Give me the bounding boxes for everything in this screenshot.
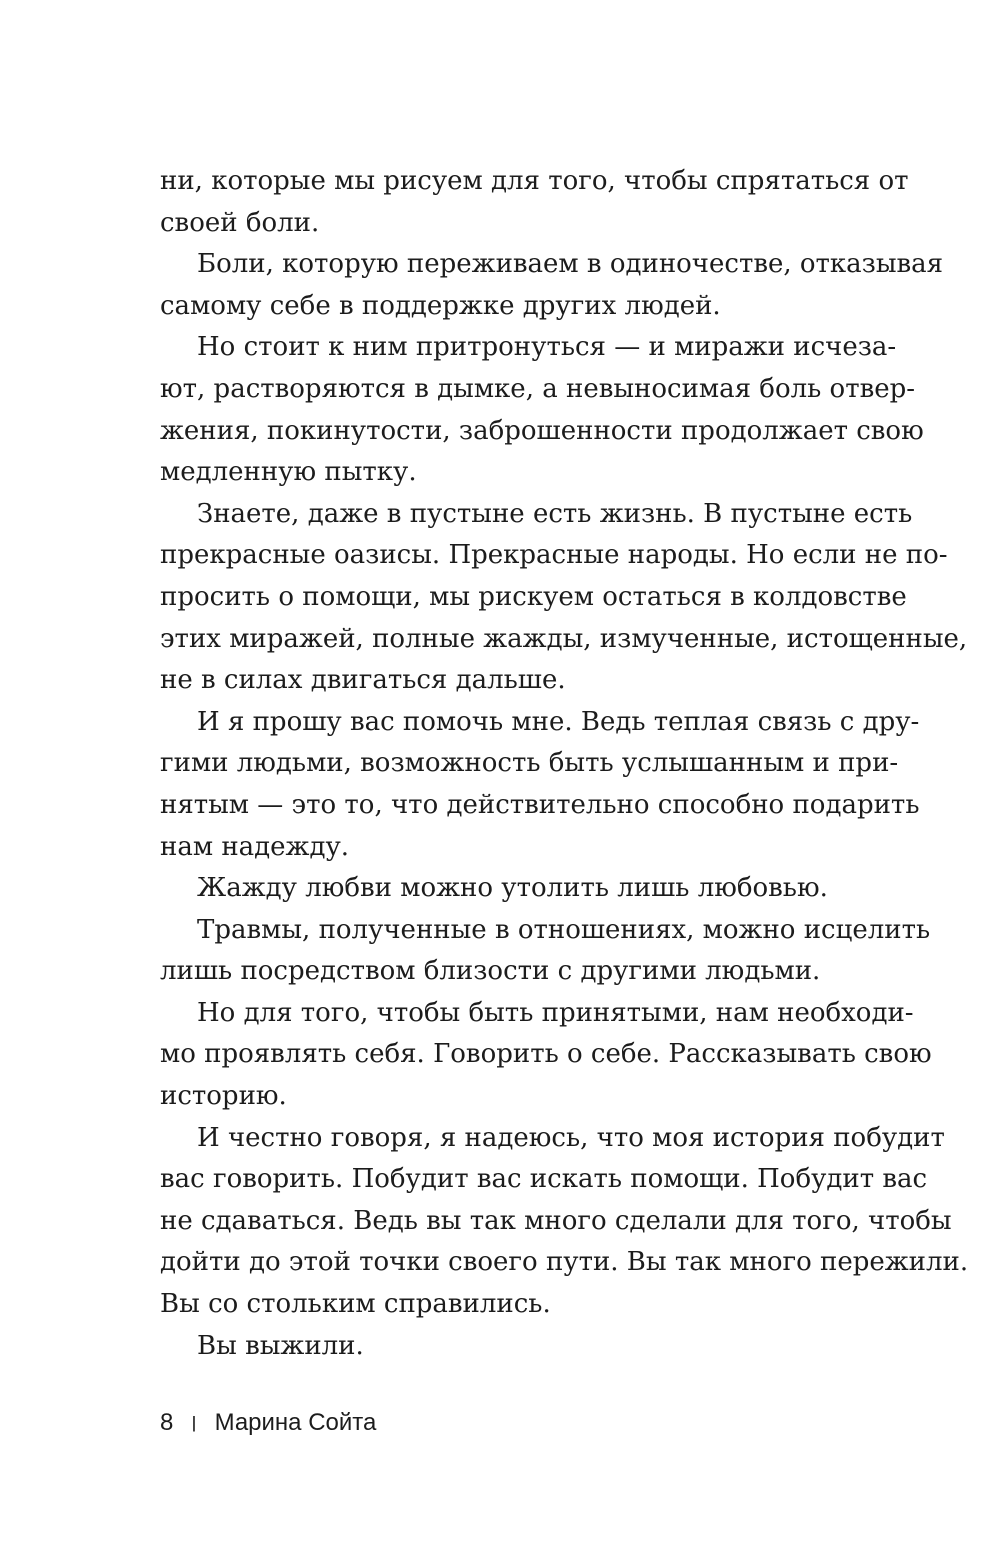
text-line: гими людьми, возможность быть услышанным и при- bbox=[160, 748, 899, 779]
text-line: ют, растворяются в дымке, а невыносимая боль отвер- bbox=[160, 373, 916, 404]
paragraph bbox=[160, 993, 932, 1118]
text-line: Жажду любви можно утолить лишь любовью. bbox=[197, 873, 828, 904]
paragraph bbox=[160, 494, 968, 702]
paragraph bbox=[160, 868, 874, 910]
running-footer bbox=[160, 1408, 376, 1438]
author-name: Марина Сойта bbox=[214, 1409, 377, 1436]
footer-separator: | bbox=[191, 1413, 197, 1432]
text-line: вас говорить. Побудит вас искать помощи. Побудит вас bbox=[160, 1164, 928, 1195]
text-line: ни, которые мы рисуем для того, чтобы спрятаться от bbox=[160, 166, 909, 196]
text-line: историю. bbox=[160, 1081, 287, 1112]
text-line: мо проявлять себя. Говорить о себе. Рассказывать свою bbox=[160, 1039, 932, 1070]
text-line: своей боли. bbox=[160, 207, 320, 238]
text-line: прекрасные оазисы. Прекрасные народы. Но если не по- bbox=[160, 540, 948, 571]
body-text bbox=[160, 161, 969, 1367]
page-number: 8 bbox=[160, 1409, 174, 1436]
text-line: лишь посредством близости с другими людьми. bbox=[160, 956, 821, 987]
paragraph bbox=[160, 702, 920, 868]
text-line: медленную пытку. bbox=[160, 457, 417, 488]
text-line: Вы со стольким справились. bbox=[160, 1289, 551, 1320]
text-line: Травмы, полученные в отношениях, можно исцелить bbox=[197, 914, 931, 945]
text-line: Но стоит к ним притронуться — и миражи исчеза- bbox=[197, 332, 897, 363]
text-line: Боли, которую переживаем в одиночестве, отказывая bbox=[197, 249, 944, 280]
text-line: просить о помощи, мы рискуем остаться в колдовстве bbox=[160, 581, 907, 612]
text-line: самому себе в поддержке других людей. bbox=[160, 290, 721, 321]
paragraph bbox=[160, 327, 924, 493]
paragraph bbox=[160, 1326, 874, 1368]
paragraph bbox=[160, 910, 931, 993]
text-line: не в силах двигаться дальше. bbox=[160, 665, 566, 696]
text-line: И я прошу вас помочь мне. Ведь теплая связь с дру- bbox=[197, 706, 920, 737]
text-line: Знаете, даже в пустыне есть жизнь. В пустыне есть bbox=[197, 498, 913, 529]
text-line: дойти до этой точки своего пути. Вы так много пережили. bbox=[160, 1247, 969, 1278]
text-line: Вы выжили. bbox=[197, 1330, 364, 1361]
paragraph bbox=[160, 244, 944, 327]
text-line: нам надежду. bbox=[160, 831, 350, 862]
text-line: жения, покинутости, заброшенности продолжает свою bbox=[160, 415, 924, 446]
paragraph bbox=[160, 1118, 969, 1326]
paragraph bbox=[160, 161, 909, 244]
text-line: этих миражей, полные жажды, измученные, истощенные, bbox=[160, 623, 968, 654]
text-line: нятым — это то, что действительно способно подарить bbox=[160, 789, 920, 820]
text-line: не сдаваться. Ведь вы так много сделали для того, чтобы bbox=[160, 1205, 952, 1236]
text-line: Но для того, чтобы быть принятыми, нам необходи- bbox=[197, 997, 914, 1028]
text-line: И честно говоря, я надеюсь, что моя история побудит bbox=[197, 1122, 945, 1153]
